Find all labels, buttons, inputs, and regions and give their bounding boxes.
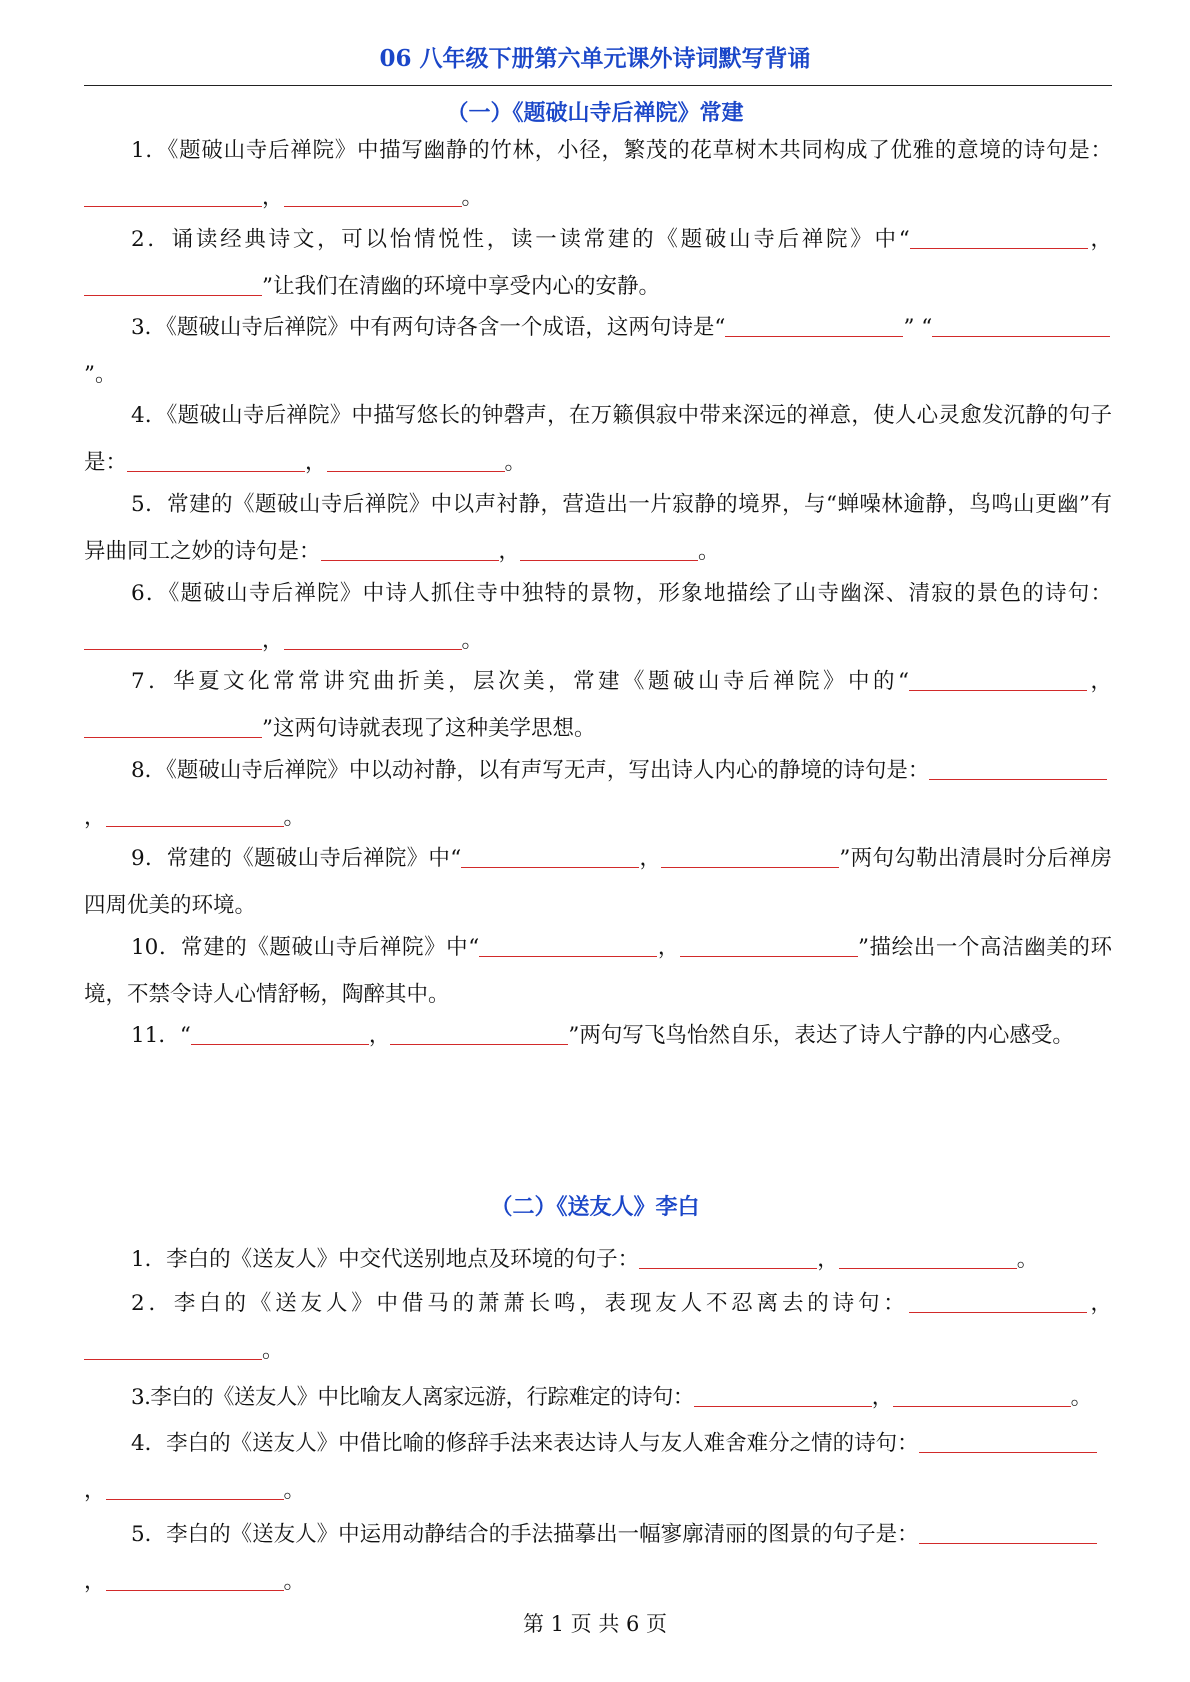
answer-blank[interactable] [893, 1384, 1071, 1407]
answer-blank[interactable] [327, 449, 505, 472]
answer-blank[interactable] [284, 184, 462, 207]
answer-blank[interactable] [520, 538, 698, 561]
question-1-8: 8．《题破山寺后禅院》中以动衬静，以有声写无声，写出诗人内心的静境的诗句是：， 。 [84, 747, 1112, 841]
question-2-4: 4．李白的《送友人》中借比喻的修辞手法来表达诗人与友人难舍难分之情的诗句：， 。 [84, 1420, 1112, 1514]
question-1-7: 7．华夏文化常常讲究曲折美，层次美，常建《题破山寺后禅院》中的“ ，”这两句诗就表现了这种美学思想。 [84, 658, 1112, 752]
header-divider [84, 85, 1112, 86]
question-1-10: 10．常建的《题破山寺后禅院》中“ ， ”描绘出一个高洁幽美的环境，不禁令诗人心情舒畅，陶醉其中。 [84, 935, 1112, 1007]
question-1-2: 2．诵读经典诗文，可以怡情悦性，读一读常建的《题破山寺后禅院》中“ ，”让我们在清幽的环境中享受内心的安静。 [84, 216, 1112, 310]
question-2-2: 2．李白的《送友人》中借马的萧萧长鸣，表现友人不忍离去的诗句： ，。 [84, 1280, 1112, 1374]
answer-blank[interactable] [127, 449, 305, 472]
question-1-9: 9．常建的《题破山寺后禅院》中“ ， ”两句勾勒出清晨时分后禅房四周优美的环境。 [84, 846, 1112, 918]
answer-blank[interactable] [839, 1246, 1017, 1269]
answer-blank[interactable] [284, 627, 462, 650]
question-1-1: 1．《题破山寺后禅院》中描写幽静的竹林，小径，繁茂的花草树木共同构成了优雅的意境的诗句是：， 。 [84, 127, 1112, 221]
answer-blank[interactable] [84, 184, 262, 207]
question-1-11: 11．“ ， ”两句写飞鸟怡然自乐，表达了诗人宁静的内心感受。 [131, 1023, 1074, 1048]
answer-blank[interactable] [932, 314, 1110, 337]
question-1-3: 3．《题破山寺后禅院》中有两句诗各含一个成语，这两句诗是“ ” “”。 [84, 304, 1112, 398]
answer-blank[interactable] [909, 1290, 1087, 1313]
answer-blank[interactable] [910, 226, 1088, 249]
answer-blank[interactable] [191, 1022, 369, 1045]
answer-blank[interactable] [84, 273, 262, 296]
question-2-3: 3.李白的《送友人》中比喻友人离家远游，行踪难定的诗句： ， 。 [131, 1385, 1092, 1410]
section-title-1: （一）《题破山寺后禅院》常建 [446, 100, 744, 126]
answer-blank[interactable] [639, 1246, 817, 1269]
answer-blank[interactable] [106, 1568, 284, 1591]
answer-blank[interactable] [919, 1521, 1097, 1544]
page-number: 第 1 页 共 6 页 [522, 1612, 668, 1636]
page-title: 06 八年级下册第六单元课外诗词默写背诵 [379, 45, 811, 72]
question-1-5: 5．常建的《题破山寺后禅院》中以声衬静，营造出一片寂静的境界，与“蝉噪林逾静，鸟鸣山更幽”有异曲同工之妙的诗句是： ， 。 [84, 492, 1112, 564]
answer-blank[interactable] [725, 314, 903, 337]
answer-blank[interactable] [84, 1337, 262, 1360]
question-2-5: 5．李白的《送友人》中运用动静结合的手法描摹出一幅寥廓清丽的图景的句子是：， 。 [84, 1511, 1112, 1605]
answer-blank[interactable] [106, 804, 284, 827]
answer-blank[interactable] [694, 1384, 872, 1407]
answer-blank[interactable] [106, 1477, 284, 1500]
answer-blank[interactable] [84, 715, 262, 738]
answer-blank[interactable] [661, 845, 839, 868]
section-title-2: （二）《送友人》李白 [490, 1194, 700, 1220]
question-1-6: 6．《题破山寺后禅院》中诗人抓住寺中独特的景物，形象地描绘了山寺幽深、清寂的景色的诗句：， 。 [84, 570, 1112, 664]
answer-blank[interactable] [390, 1022, 568, 1045]
answer-blank[interactable] [919, 1430, 1097, 1453]
answer-blank[interactable] [680, 934, 858, 957]
answer-blank[interactable] [929, 757, 1107, 780]
answer-blank[interactable] [479, 934, 657, 957]
answer-blank[interactable] [84, 627, 262, 650]
question-1-4: 4．《题破山寺后禅院》中描写悠长的钟磬声，在万籁俱寂中带来深远的禅意，使人心灵愈发沉静的句子是： ， 。 [84, 403, 1112, 475]
question-2-1: 1．李白的《送友人》中交代送别地点及环境的句子： ， 。 [131, 1247, 1039, 1272]
answer-blank[interactable] [909, 668, 1087, 691]
answer-blank[interactable] [461, 845, 639, 868]
answer-blank[interactable] [321, 538, 499, 561]
